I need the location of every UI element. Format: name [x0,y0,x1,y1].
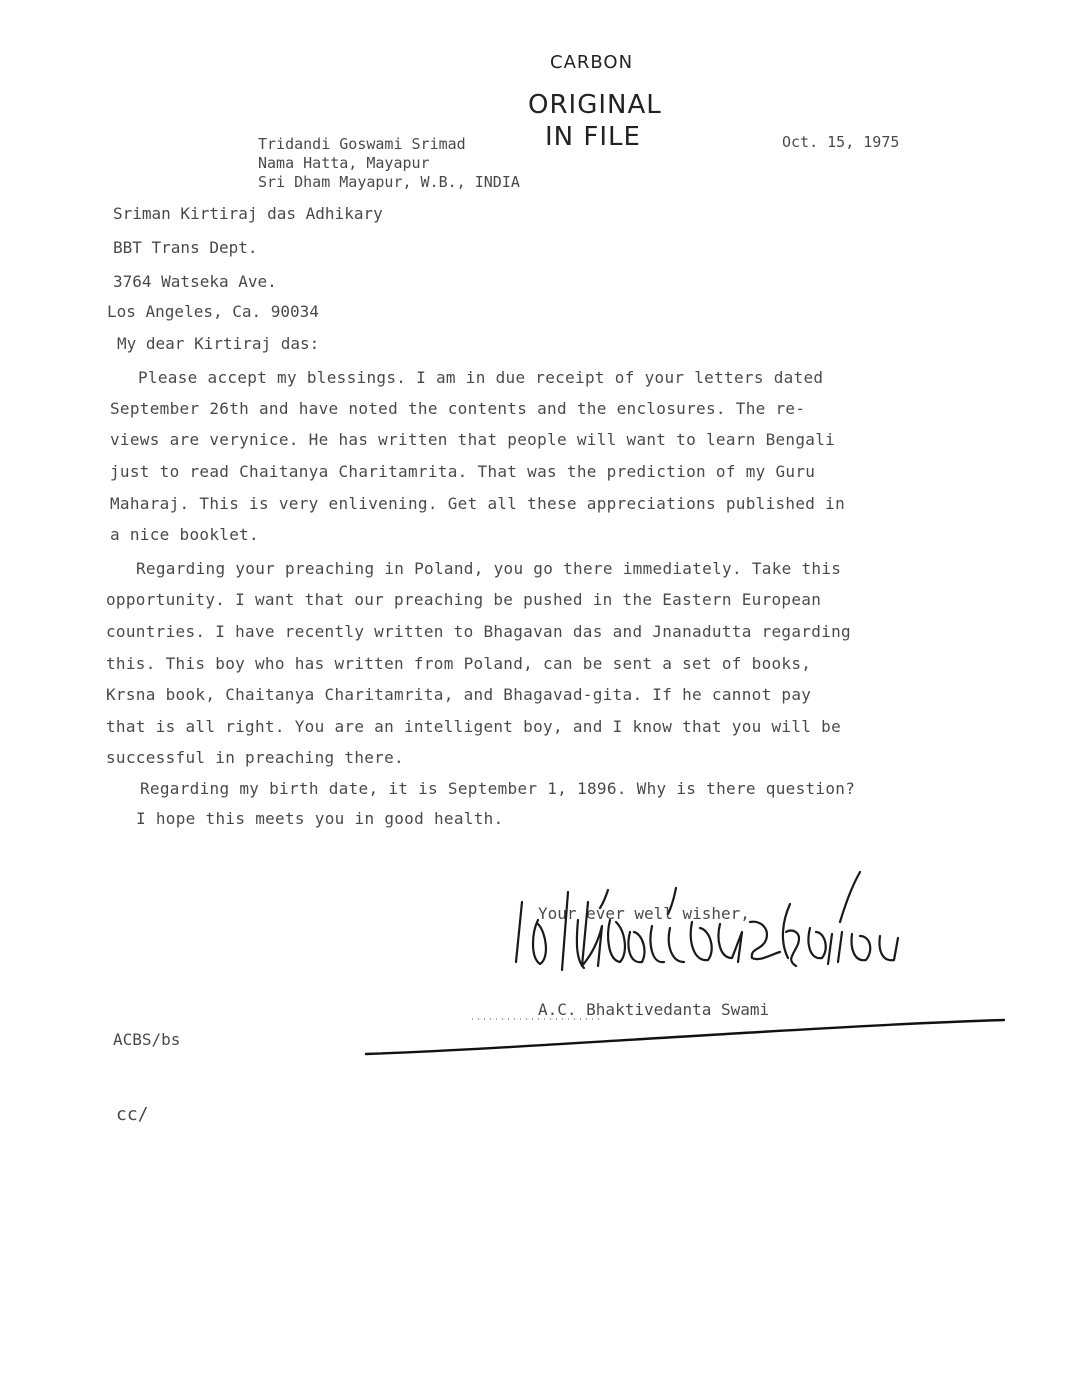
in-file-stamp: IN FILE [545,122,641,152]
handwritten-signature [480,862,940,1012]
letter-date: Oct. 15, 1975 [782,133,900,151]
footer-mark: cc/ [116,1104,149,1125]
typist-initials: ACBS/bs [113,1030,181,1049]
recipient-name: Sriman Kirtiraj das Adhikary [113,204,383,223]
body-line: countries. I have recently written to Bhagavan das and Jnanadutta regarding [106,622,851,641]
body-line: a nice booklet. [110,525,259,544]
recipient-street: 3764 Watseka Ave. [113,272,277,291]
body-line: Regarding my birth date, it is September 1, 1896. Why is there question? [140,779,856,798]
body-line: just to read Chaitanya Charitamrita. That was the prediction of my Guru [110,462,816,481]
body-line: Regarding your preaching in Poland, you go there immediately. Take this [136,559,842,578]
body-line: Maharaj. This is very enlivening. Get all these appreciations published in [110,494,846,513]
salutation: My dear Kirtiraj das: [117,334,320,353]
recipient-dept: BBT Trans Dept. [113,238,258,257]
signature-underline [360,1010,1020,1060]
sender-line-3: Sri Dham Mayapur, W.B., INDIA [258,173,520,191]
short-rule [470,1014,610,1024]
body-line: Krsna book, Chaitanya Charitamrita, and Bhagavad-gita. If he cannot pay [106,685,812,704]
body-line: Please accept my blessings. I am in due receipt of your letters dated [138,368,824,387]
carbon-stamp: CARBON [550,52,634,73]
sender-line-2: Nama Hatta, Mayapur [258,154,430,172]
body-line: September 26th and have noted the contents and the enclosures. The re- [110,399,806,418]
recipient-city: Los Angeles, Ca. 90034 [107,302,319,321]
body-line: opportunity. I want that our preaching be pushed in the Eastern European [106,590,822,609]
signature-name: A.C. Bhaktivedanta Swami [538,1000,770,1019]
closing: Your ever well wisher, [538,904,750,923]
body-line: views are verynice. He has written that people will want to learn Bengali [110,430,836,449]
original-stamp: ORIGINAL [528,90,662,120]
sender-line-1: Tridandi Goswami Srimad [258,135,466,153]
body-line: that is all right. You are an intelligent boy, and I know that you will be [106,717,842,736]
body-line: successful in preaching there. [106,748,404,767]
body-line: I hope this meets you in good health. [136,809,504,828]
body-line: this. This boy who has written from Poland, can be sent a set of books, [106,654,812,673]
